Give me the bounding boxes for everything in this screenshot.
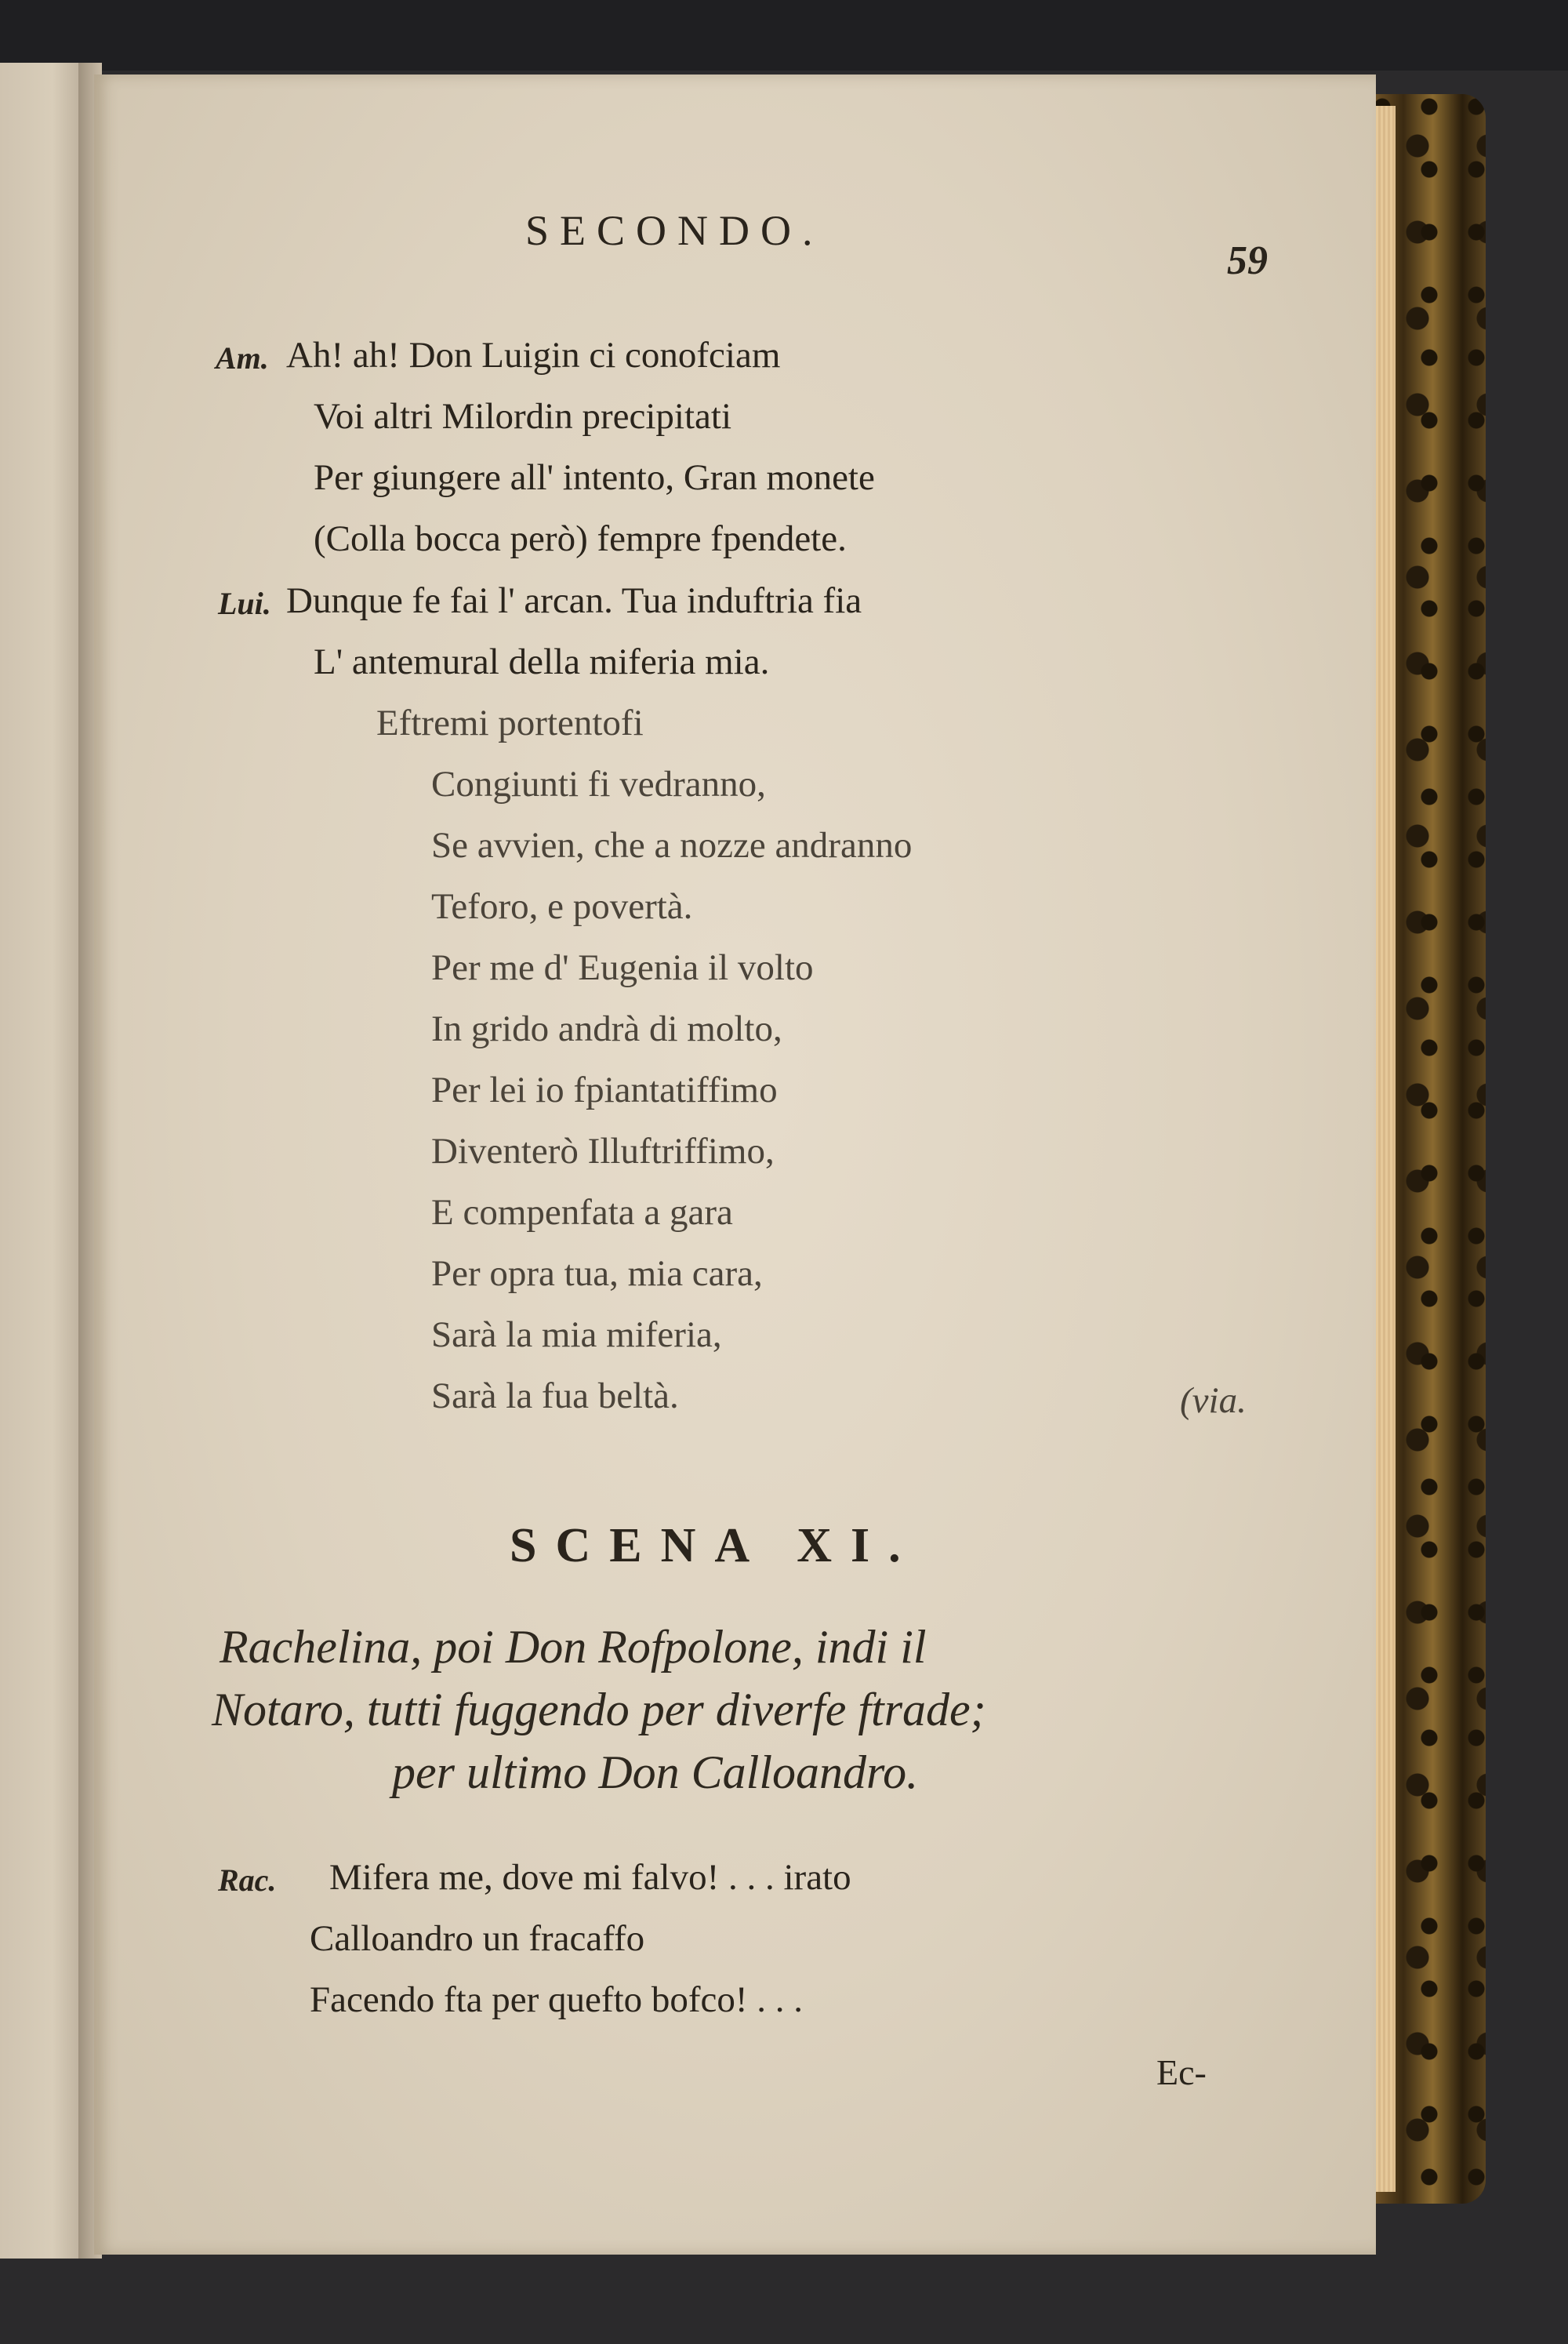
verse-line: Ah! ah! Don Luigin ci conofciam <box>286 335 781 376</box>
stage-direction-line: per ultimo Don Calloandro. <box>392 1746 919 1798</box>
speaker-label: Am. <box>216 340 269 376</box>
scene-title: SCENA XI. <box>510 1519 920 1572</box>
aria-line: Per opra tua, mia cara, <box>431 1253 763 1294</box>
aria-line: Sarà la mia miferia, <box>431 1314 722 1355</box>
speaker-label: Lui. <box>218 586 271 621</box>
aria-line: E compenfata a gara <box>431 1192 733 1233</box>
verse-line: Dunque fe fai l' arcan. Tua induftria fia <box>286 580 862 621</box>
aria-line: Diventerò Illuftriffimo, <box>431 1131 775 1172</box>
verse-line: Per giungere all' intento, Gran monete <box>314 457 875 498</box>
aria-line: In grido andrà di molto, <box>431 1008 782 1049</box>
stage-direction-line: Rachelina, poi Don Rofpolone, indi il <box>220 1621 927 1673</box>
scan-top-shadow <box>0 0 1568 71</box>
aria-line: Congiunti fi vedranno, <box>431 764 766 805</box>
stage-direction-line: Notaro, tutti fuggendo per diverfe ftrade; <box>212 1684 986 1735</box>
book-page <box>94 74 1376 2255</box>
exit-direction: (via. <box>1180 1380 1247 1421</box>
page-number: 59 <box>1227 238 1268 283</box>
aria-line: Se avvien, che a nozze andranno <box>431 825 913 866</box>
verse-line: Facendo fta per quefto bofco! . . . <box>310 1979 804 2020</box>
aria-line: Eftremi portentofi <box>376 703 644 743</box>
verse-line: L' antemural della miferia mia. <box>314 641 770 682</box>
aria-line: Per me d' Eugenia il volto <box>431 947 814 988</box>
verse-line: Mifera me, dove mi falvo! . . . irato <box>329 1857 851 1898</box>
facing-page-edge <box>0 63 88 2259</box>
verse-line: (Colla bocca però) fempre fpendete. <box>314 518 847 559</box>
running-head: SECONDO. <box>525 207 824 254</box>
catchword: Ec- <box>1156 2052 1207 2092</box>
aria-line: Teforo, e povertà. <box>431 886 693 927</box>
verse-line: Calloandro un fracaffo <box>310 1918 645 1959</box>
speaker-label: Rac. <box>218 1862 277 1898</box>
verse-line: Voi altri Milordin precipitati <box>314 396 732 437</box>
aria-line: Sarà la fua beltà. <box>431 1376 679 1416</box>
aria-line: Per lei io fpiantatiffimo <box>431 1070 778 1110</box>
